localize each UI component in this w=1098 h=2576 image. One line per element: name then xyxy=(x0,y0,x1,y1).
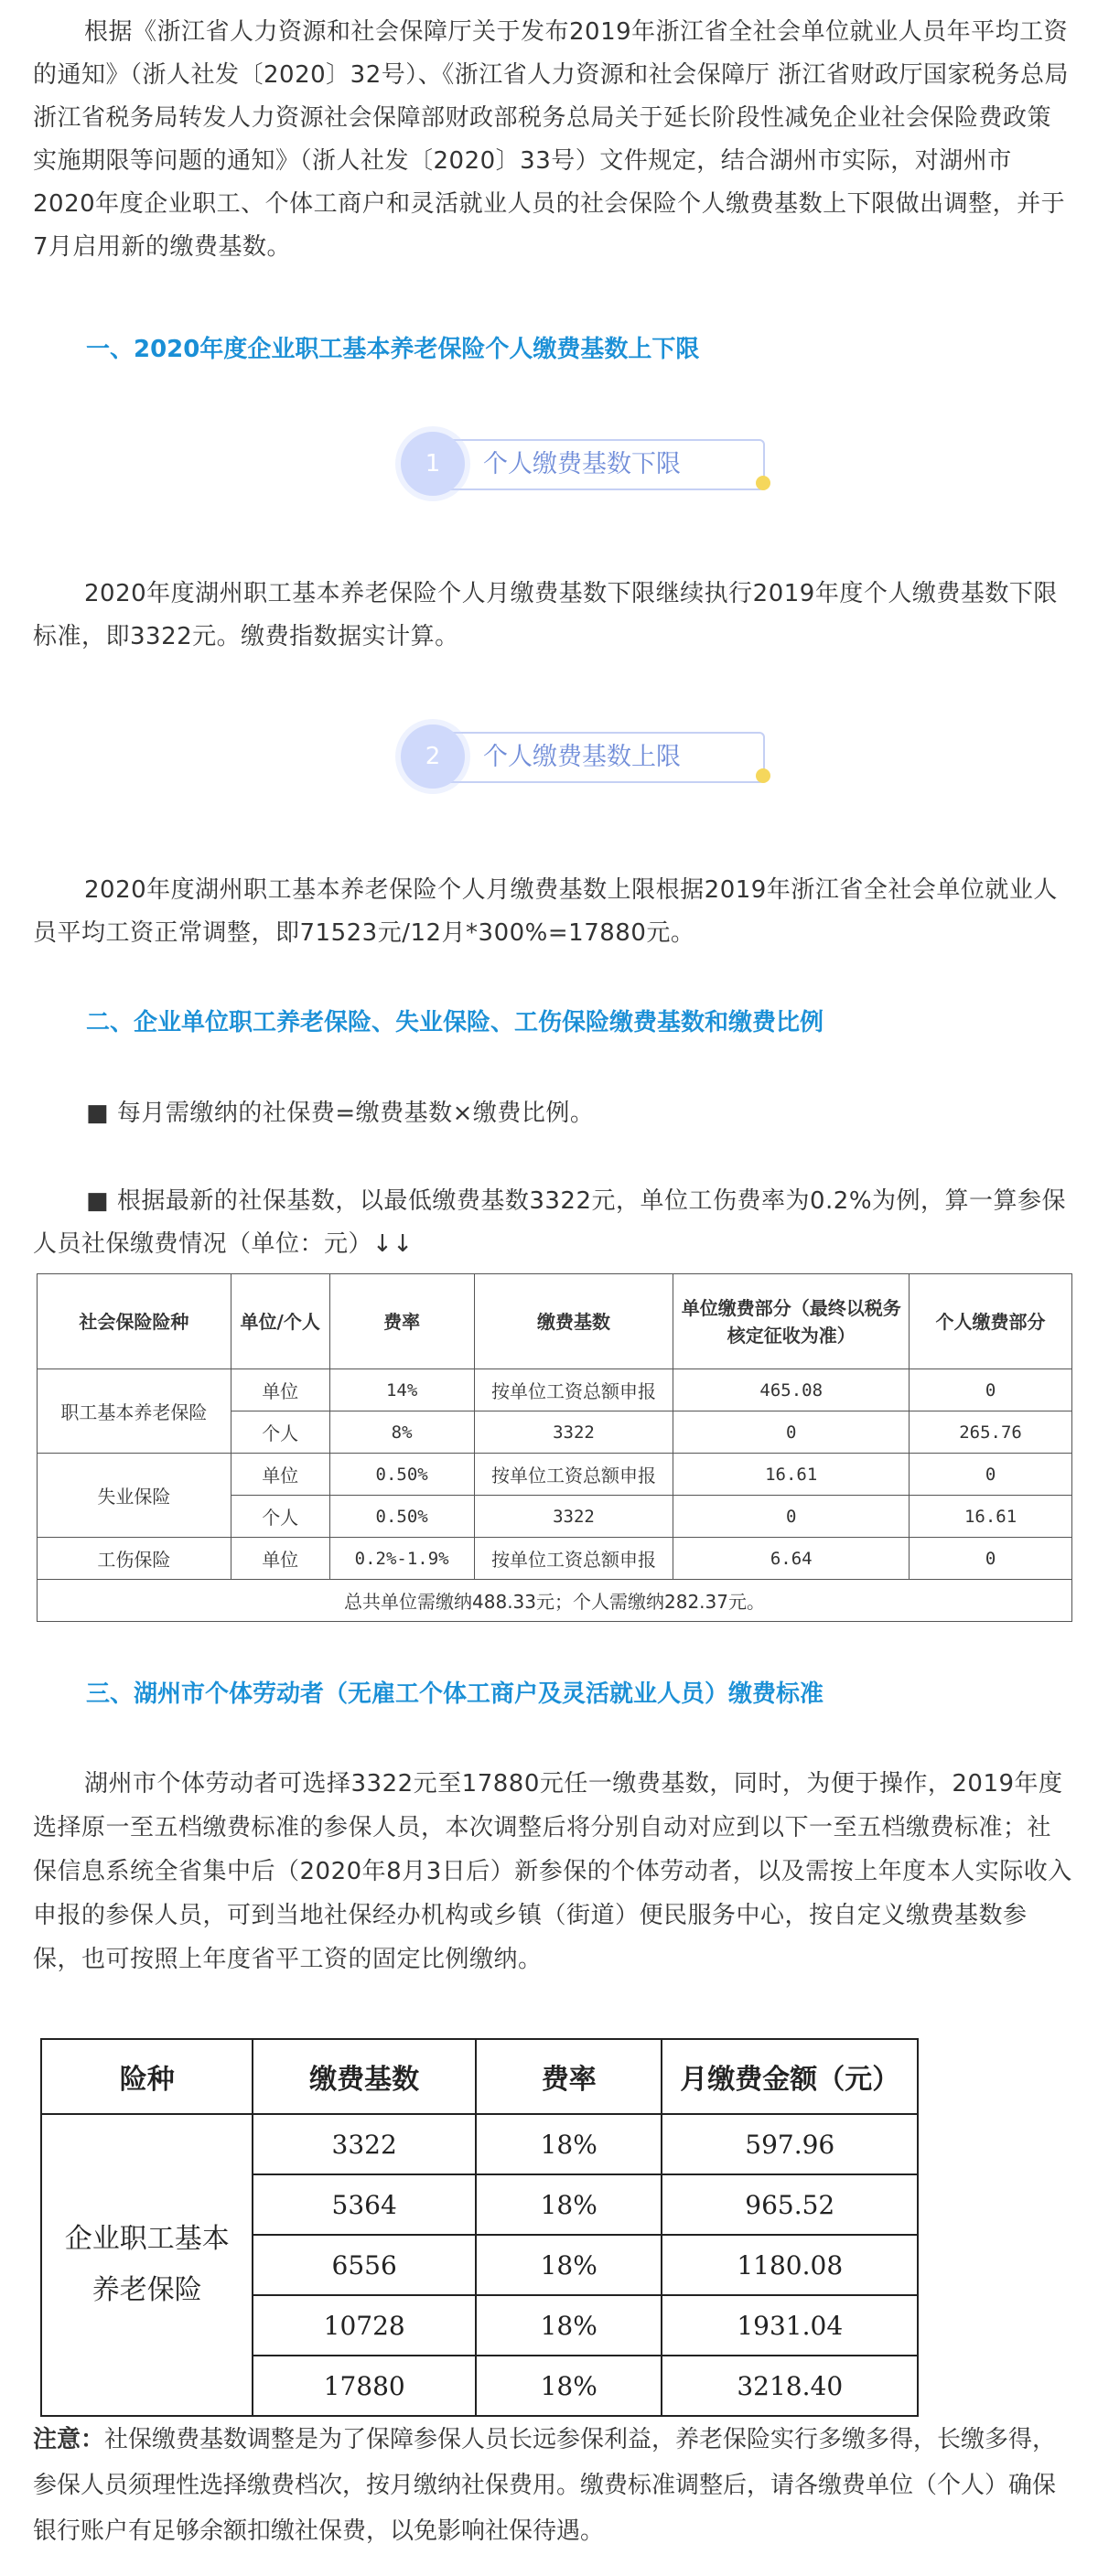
upper-limit-badge xyxy=(401,724,767,789)
table-row xyxy=(38,1454,1072,1496)
cell-who: 单位 xyxy=(231,1369,329,1411)
table-header-row xyxy=(38,1274,1072,1369)
cell-personal-part: 0 xyxy=(910,1369,1072,1411)
badge-number: 1 xyxy=(425,450,441,478)
cell-rate: 18% xyxy=(476,2235,662,2295)
header-base: 缴费基数 xyxy=(474,1274,673,1369)
cell-amount: 965.52 xyxy=(662,2174,918,2235)
employer-contribution-table xyxy=(37,1273,1072,1622)
badge-number: 2 xyxy=(425,743,441,770)
cell-base: 6556 xyxy=(253,2235,476,2295)
cell-unit-part: 465.08 xyxy=(673,1369,910,1411)
table-row xyxy=(38,1538,1072,1580)
table-total-row xyxy=(38,1580,1072,1622)
cell-who: 个人 xyxy=(231,1411,329,1454)
header-unit-part: 单位缴费部分（最终以税务核定征收为准） xyxy=(673,1274,910,1369)
cell-base: 5364 xyxy=(253,2174,476,2235)
cell-unit-part: 16.61 xyxy=(673,1454,910,1496)
cell-base: 按单位工资总额申报 xyxy=(474,1538,673,1580)
cell-amount: 3218.40 xyxy=(662,2356,918,2416)
cell-personal-part: 0 xyxy=(910,1538,1072,1580)
table-row xyxy=(38,1369,1072,1411)
cell-unit-part: 0 xyxy=(673,1411,910,1454)
cell-rate: 18% xyxy=(476,2295,662,2356)
section1-heading: 一、2020年度企业职工基本养老保险个人缴费基数上下限 xyxy=(86,336,700,363)
cell-type: 失业保险 xyxy=(38,1454,231,1538)
header-rate: 费率 xyxy=(476,2039,662,2114)
badge-dot xyxy=(756,768,770,783)
lower-limit-badge xyxy=(401,432,767,496)
cell-rate: 14% xyxy=(329,1369,474,1411)
header-unit-or-personal: 单位/个人 xyxy=(231,1274,329,1369)
cell-unit-part: 6.64 xyxy=(673,1538,910,1580)
badge-label: 个人缴费基数下限 xyxy=(483,450,681,478)
notice-text: 社保缴费基数调整是为了保障参保人员长远参保利益，养老保险实行多缴多得，长缴多得，参保人员须理性选择缴费档次，按月缴纳社保费用。缴费标准调整后，请各缴费单位（个人）确保银行账户有足够余额扣缴社保费，以免影响社保待遇。 xyxy=(33,2426,1057,2545)
header-rate: 费率 xyxy=(329,1274,474,1369)
cell-base: 3322 xyxy=(253,2114,476,2174)
cell-base: 按单位工资总额申报 xyxy=(474,1454,673,1496)
cell-type: 工伤保险 xyxy=(38,1538,231,1580)
cell-base: 3322 xyxy=(474,1496,673,1538)
cell-rate: 18% xyxy=(476,2356,662,2416)
header-monthly-amount: 月缴费金额（元） xyxy=(662,2039,918,2114)
cell-who: 个人 xyxy=(231,1496,329,1538)
upper-limit-paragraph: 2020年度湖州职工基本养老保险个人月缴费基数上限根据2019年浙江省全社会单位就业人员平均工资正常调整，即71523元/12月*300%=17880元。 xyxy=(33,876,1058,947)
cell-rate: 18% xyxy=(476,2114,662,2174)
cell-base: 17880 xyxy=(253,2356,476,2416)
cell-personal-part: 16.61 xyxy=(910,1496,1072,1538)
cell-type: 职工基本养老保险 xyxy=(38,1369,231,1454)
cell-rate: 18% xyxy=(476,2174,662,2235)
section2-heading: 二、企业单位职工养老保险、失业保险、工伤保险缴费基数和缴费比例 xyxy=(86,1009,824,1036)
header-base: 缴费基数 xyxy=(253,2039,476,2114)
cell-base: 3322 xyxy=(474,1411,673,1454)
header-insurance-type: 社会保险险种 xyxy=(38,1274,231,1369)
header-personal-part: 个人缴费部分 xyxy=(910,1274,1072,1369)
cell-amount: 1180.08 xyxy=(662,2235,918,2295)
table-row xyxy=(41,2114,918,2174)
cell-base: 10728 xyxy=(253,2295,476,2356)
cell-rate: 0.50% xyxy=(329,1496,474,1538)
cell-who: 单位 xyxy=(231,1454,329,1496)
lower-limit-paragraph: 2020年度湖州职工基本养老保险个人月缴费基数下限继续执行2019年度个人缴费基数下限标准，即3322元。缴费指数据实计算。 xyxy=(33,580,1058,650)
bullet-formula: ■ 每月需缴纳的社保费=缴费基数×缴费比例。 xyxy=(86,1100,595,1127)
cell-rate: 0.2%-1.9% xyxy=(329,1538,474,1580)
cell-unit-part: 0 xyxy=(673,1496,910,1538)
badge-dot xyxy=(756,476,770,490)
notice-paragraph xyxy=(33,2417,1072,2554)
cell-who: 单位 xyxy=(231,1538,329,1580)
self-employed-rate-table xyxy=(40,2038,919,2417)
cell-rate: 8% xyxy=(329,1411,474,1454)
cell-rate: 0.50% xyxy=(329,1454,474,1496)
badge-label: 个人缴费基数上限 xyxy=(483,743,681,771)
cell-personal-part: 0 xyxy=(910,1454,1072,1496)
section3-heading: 三、湖州市个体劳动者（无雇工个体工商户及灵活就业人员）缴费标准 xyxy=(86,1680,824,1708)
self-employed-paragraph: 湖州市个体劳动者可选择3322元至17880元任一缴费基数，同时，为便于操作，2019年度选择原一至五档缴费标准的参保人员，本次调整后将分别自动对应到以下一至五档缴费标准；社保信息系统全省集中后（2020年8月3日后）新参保的个体劳动者，以及需按上年度本人实际收入申报的参保人员，可到当地社保经办机构或乡镇（街道）便民服务中心，按自定义缴费基数参保，也可按照上年度省平工资的固定比例缴纳。 xyxy=(33,1770,1072,1973)
table-header-row xyxy=(41,2039,918,2114)
cell-personal-part: 265.76 xyxy=(910,1411,1072,1454)
cell-type: 企业职工基本养老保险 xyxy=(41,2114,253,2416)
cell-amount: 597.96 xyxy=(662,2114,918,2174)
notice-label: 注意： xyxy=(33,2426,105,2453)
cell-base: 按单位工资总额申报 xyxy=(474,1369,673,1411)
cell-total: 总共单位需缴纳488.33元；个人需缴纳282.37元。 xyxy=(38,1580,1072,1622)
header-insurance-type: 险种 xyxy=(41,2039,253,2114)
cell-amount: 1931.04 xyxy=(662,2295,918,2356)
bullet-example: ■ 根据最新的社保基数，以最低缴费基数3322元，单位工伤费率为0.2%为例，算一算参保人员社保缴费情况（单位：元）↓↓ xyxy=(33,1187,1067,1258)
intro-paragraph: 根据《浙江省人力资源和社会保障厅关于发布2019年浙江省全社会单位就业人员年平均工资的通知》（浙人社发〔2020〕32号）、《浙江省人力资源和社会保障厅 浙江省财政厅国家税务总局浙江省税务局转发人力资源社会保障部财政部税务总局关于延长阶段性减免企业社会保险费政策实施期限等问题的通知》（浙人社发〔2020〕33号）文件规定，结合湖州市实际，对湖州市2020年度企业职工、个体工商户和灵活就业人员的社会保险个人缴费基数上下限做出调整，并于7月启用新的缴费基数。 xyxy=(33,18,1070,261)
